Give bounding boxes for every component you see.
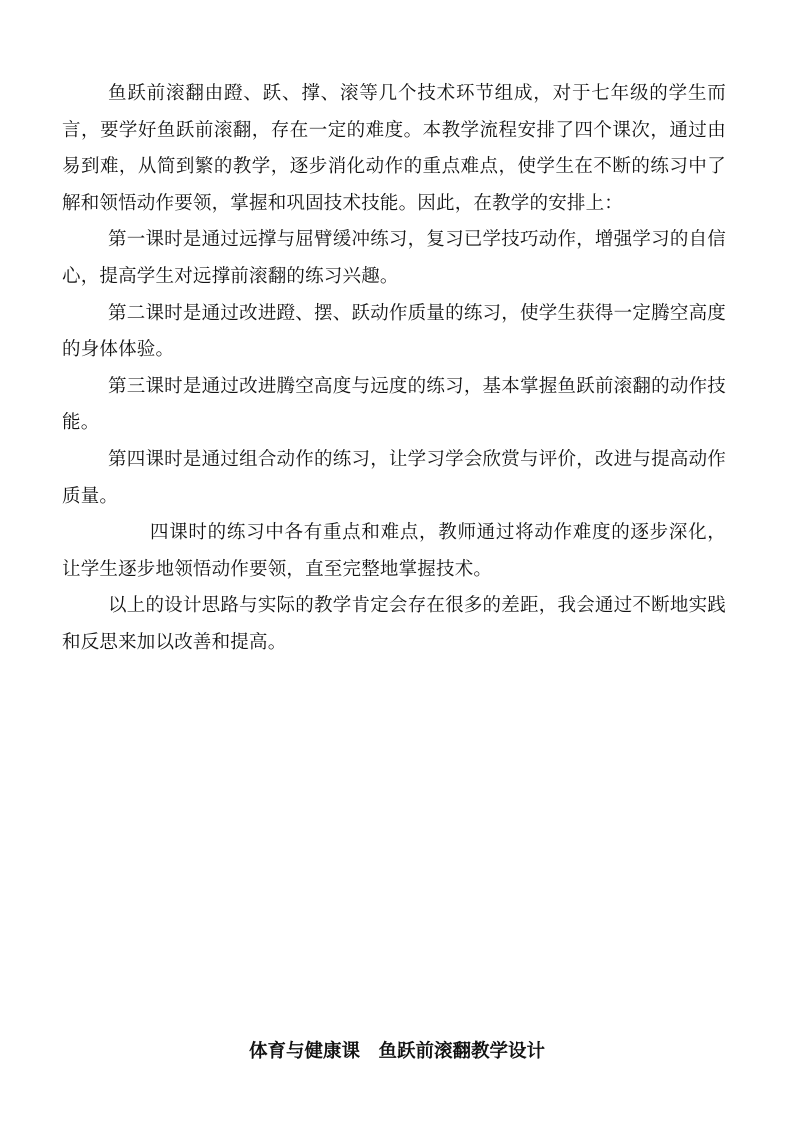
lesson-one-paragraph: 第一课时是通过远撑与屈臂缓冲练习，复习已学技巧动作，增强学习的自信心，提高学生对远撑前滚翻的练习兴趣。 bbox=[62, 229, 726, 287]
lesson-three-paragraph: 第三课时是通过改进腾空高度与远度的练习，基本掌握鱼跃前滚翻的动作技能。 bbox=[62, 375, 726, 434]
conclusion-paragraph: 以上的设计思路与实际的教学肯定会存在很多的差距，我会通过不断地实践和反思来加以改善和提高。 bbox=[62, 595, 726, 653]
lesson-four-paragraph: 第四课时是通过组合动作的练习，让学习学会欣赏与评价，改进与提高动作质量。 bbox=[62, 448, 726, 507]
document-body bbox=[62, 76, 726, 662]
intro-paragraph: 鱼跃前滚翻由蹬、跃、撑、滚等几个技术环节组成，对于七年级的学生而言，要学好鱼跃前滚翻，存在一定的难度。本教学流程安排了四个课次，通过由易到难，从简到繁的教学，逐步消化动作的重点难点，使学生在不断的练习中了解和领悟动作要领，掌握和巩固技术技能。因此，在教学的安排上： bbox=[62, 83, 726, 214]
summary-paragraph: 四课时的练习中各有重点和难点，教师通过将动作难度的逐步深化，让学生逐步地领悟动作要领，直至完整地掌握技术。 bbox=[62, 522, 726, 580]
lesson-two-paragraph: 第二课时是通过改进蹬、摆、跃动作质量的练习，使学生获得一定腾空高度的身体体验。 bbox=[62, 302, 726, 361]
footer-title: 体育与健康课 鱼跃前滚翻教学设计 bbox=[248, 1041, 545, 1062]
